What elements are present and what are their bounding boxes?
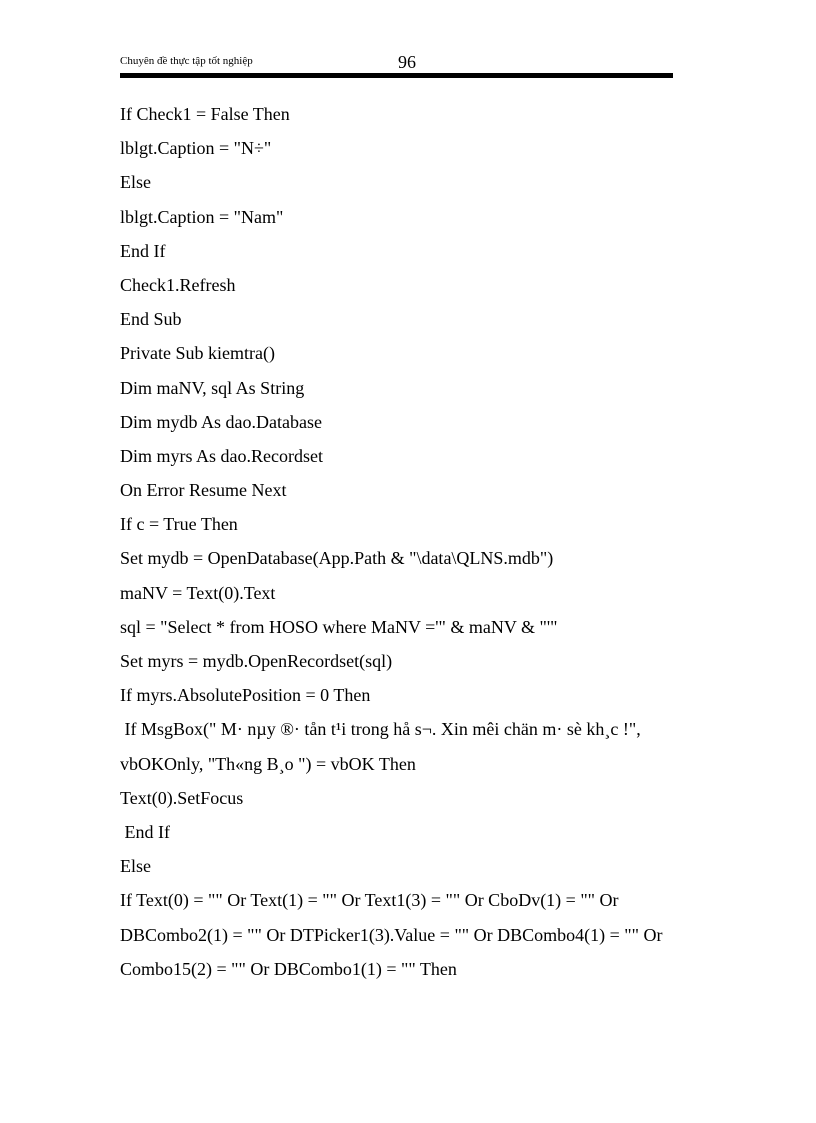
code-line: maNV = Text(0).Text [120,582,276,603]
page-header [120,50,673,80]
code-line: If Check1 = False Then [120,104,290,124]
code-line: End If [120,240,166,261]
page-number: 96 [398,52,416,72]
header-title: Chuyên đề thực tập tốt nghiệp [120,55,253,67]
code-line: End Sub [120,309,182,330]
code-line: lblgt.Caption = "Nam" [120,206,284,227]
code-line: sql = "Select * from HOSO where MaNV ='" & maNV & "'" [120,616,558,637]
code-line: Dim maNV, sql As String [120,377,305,398]
code-line: End If [120,821,170,842]
code-line: Set myrs = mydb.OpenRecordset(sql) [120,651,393,671]
code-line: Dim mydb As dao.Database [120,411,322,432]
header-rule [120,73,673,78]
code-line: lblgt.Caption = "N÷" [120,138,272,159]
code-line: If c = True Then [120,514,238,535]
code-line: Private Sub kiemtra() [120,343,275,364]
code-line: vbOKOnly, "Th«ng B¸o ") = vbOK Then [120,753,416,774]
code-line: Else [120,856,151,877]
code-line: Dim myrs As dao.Recordset [120,445,323,466]
code-line: On Error Resume Next [120,480,287,501]
code-line: Check1.Refresh [120,274,236,295]
code-listing [120,101,720,990]
code-line: Else [120,172,151,193]
code-line: Combo15(2) = "" Or DBCombo1(1) = "" Then [120,958,457,979]
code-line: Set mydb = OpenDatabase(App.Path & "\data\QLNS.mdb") [120,548,554,569]
code-line: If myrs.AbsolutePosition = 0 Then [120,685,371,706]
code-line: If Text(0) = "" Or Text(1) = "" Or Text1(3) = "" Or CboDv(1) = "" Or [120,890,619,911]
code-line: Text(0).SetFocus [120,787,244,808]
code-line: DBCombo2(1) = "" Or DTPicker1(3).Value = "" Or DBCombo4(1) = "" Or [120,924,663,945]
code-line: If MsgBox(" M· nµy ®· tån t¹i trong hå s¬. Xin mêi chän m· sè kh¸c !", [120,719,641,740]
